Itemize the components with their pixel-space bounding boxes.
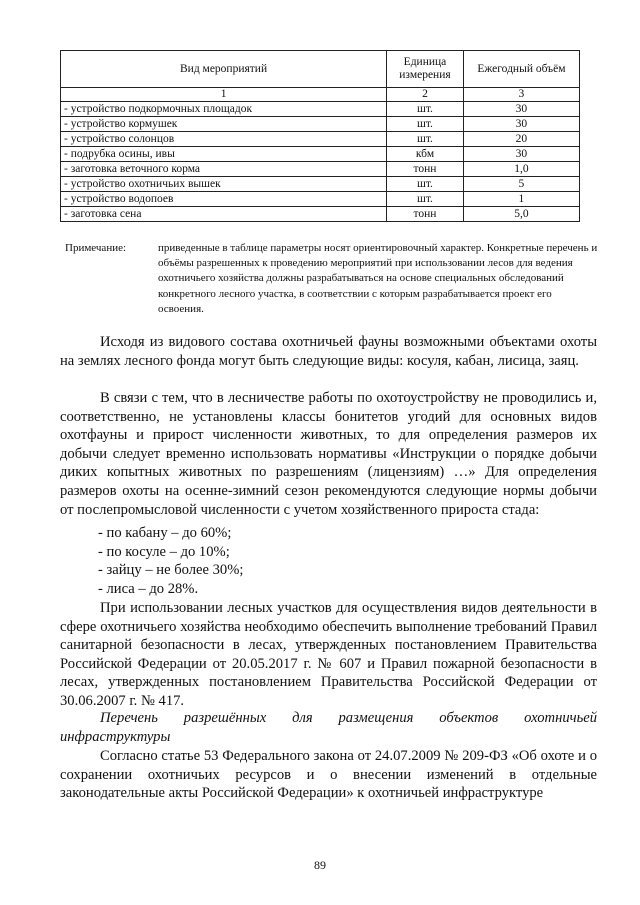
cell-activity: - устройство солонцов: [61, 132, 387, 147]
header-activity-type: Вид мероприятий: [61, 51, 387, 88]
cell-volume: 1,0: [463, 162, 579, 177]
cell-volume: 20: [463, 132, 579, 147]
table-row: [61, 192, 580, 207]
header-number-2: 2: [387, 88, 464, 102]
norm-item: - по кабану – до 60%;: [98, 525, 232, 541]
cell-volume: 30: [463, 147, 579, 162]
table-row: [61, 162, 580, 177]
norm-item: - по косуле – до 10%;: [98, 544, 230, 560]
paragraph-text: В связи с тем, что в лесничестве работы по охотоустройству не проводились и, соответственно, не установлены классы бонитетов угодий для основных видов охотфауны и прирост численности животных, то для определения размеров их добычи следует временно использовать нормативы «Инструкции о порядке добычи диких копытных животных по разрешениям (лицензиям) …» Для определения размеров охоты на осенне-зимний сезон рекомендуются следующие нормы добычи от послепромысловой численности с учетом хозяйственного прироста стада:: [60, 390, 597, 518]
table-row: [61, 117, 580, 132]
cell-volume: 30: [463, 102, 579, 117]
cell-volume: 30: [463, 117, 579, 132]
cell-activity: - устройство водопоев: [61, 192, 387, 207]
table-row: [61, 177, 580, 192]
paragraph-sanitary-rules: [60, 599, 597, 711]
paragraph-federal-law: [60, 747, 597, 803]
cell-activity: - заготовка веточного корма: [61, 162, 387, 177]
cell-unit: шт.: [387, 132, 464, 147]
paragraph-text: При использовании лесных участков для осуществления видов деятельности в сфере охотничьего хозяйства необходимо обеспечить выполнение требований Правил санитарной безопасности в лесах, утвержденных постановлением Правительства Российской Федерации от 20.05.2017 г. № 607 и Правил пожарной безопасности в лесах, утвержденных постановлением Правительства Российской Федерации от 30.06.2007 г. № 417.: [60, 600, 597, 709]
cell-activity: - заготовка сена: [61, 207, 387, 222]
cell-unit: шт.: [387, 117, 464, 132]
header-annual-volume: Ежегодный объём: [463, 51, 579, 88]
section-heading: [60, 709, 597, 746]
heading-text: Перечень разрешённых для размещения объектов охотничьей инфраструктуры: [60, 710, 597, 745]
paragraph-text: Согласно статье 53 Федерального закона от 24.07.2009 № 209-ФЗ «Об охоте и о сохранении охотничьих ресурсов и о внесении изменений в отдельные законодательные акты Российской Федерации» к охотничьей инфраструктуре: [60, 748, 597, 802]
paragraph-norms-intro: [60, 389, 597, 519]
table-row: [61, 147, 580, 162]
paragraph-hunting-species: [60, 333, 597, 370]
cell-unit: шт.: [387, 102, 464, 117]
table-row: [61, 207, 580, 222]
cell-volume: 5,0: [463, 207, 579, 222]
cell-activity: - устройство охотничьих вышек: [61, 177, 387, 192]
cell-unit: тонн: [387, 207, 464, 222]
cell-volume: 1: [463, 192, 579, 207]
table-row: [61, 132, 580, 147]
header-number-1: 1: [61, 88, 387, 102]
cell-activity: - устройство кормушек: [61, 117, 387, 132]
norm-item: - зайцу – не более 30%;: [98, 562, 244, 578]
note-text: приведенные в таблице параметры носят ориентировочный характер. Конкретные перечень и объёмы разрешенных к проведению мероприятий при использовании лесов для ведения охотничьего хозяйства должны разрабатываться на основе специальных обследований конкретного лесного участка, в соответствии с которым разрабатывается проект его освоения.: [158, 242, 598, 315]
cell-unit: шт.: [387, 177, 464, 192]
cell-unit: шт.: [387, 192, 464, 207]
activities-table: [60, 50, 580, 222]
note-label: Примечание:: [65, 242, 127, 254]
norm-item: - лиса – до 28%.: [98, 581, 199, 597]
cell-activity: - подрубка осины, ивы: [61, 147, 387, 162]
paragraph-text: Исходя из видового состава охотничьей фауны возможными объектами охоты на землях лесного фонда могут быть следующие виды: косуля, кабан, лисица, заяц.: [60, 334, 597, 369]
cell-unit: тонн: [387, 162, 464, 177]
header-number-3: 3: [463, 88, 579, 102]
cell-unit: кбм: [387, 147, 464, 162]
cell-activity: - устройство подкормочных площадок: [61, 102, 387, 117]
header-unit: Единица измерения: [387, 51, 464, 88]
page-number: 89: [314, 858, 326, 872]
cell-volume: 5: [463, 177, 579, 192]
table-row: [61, 102, 580, 117]
